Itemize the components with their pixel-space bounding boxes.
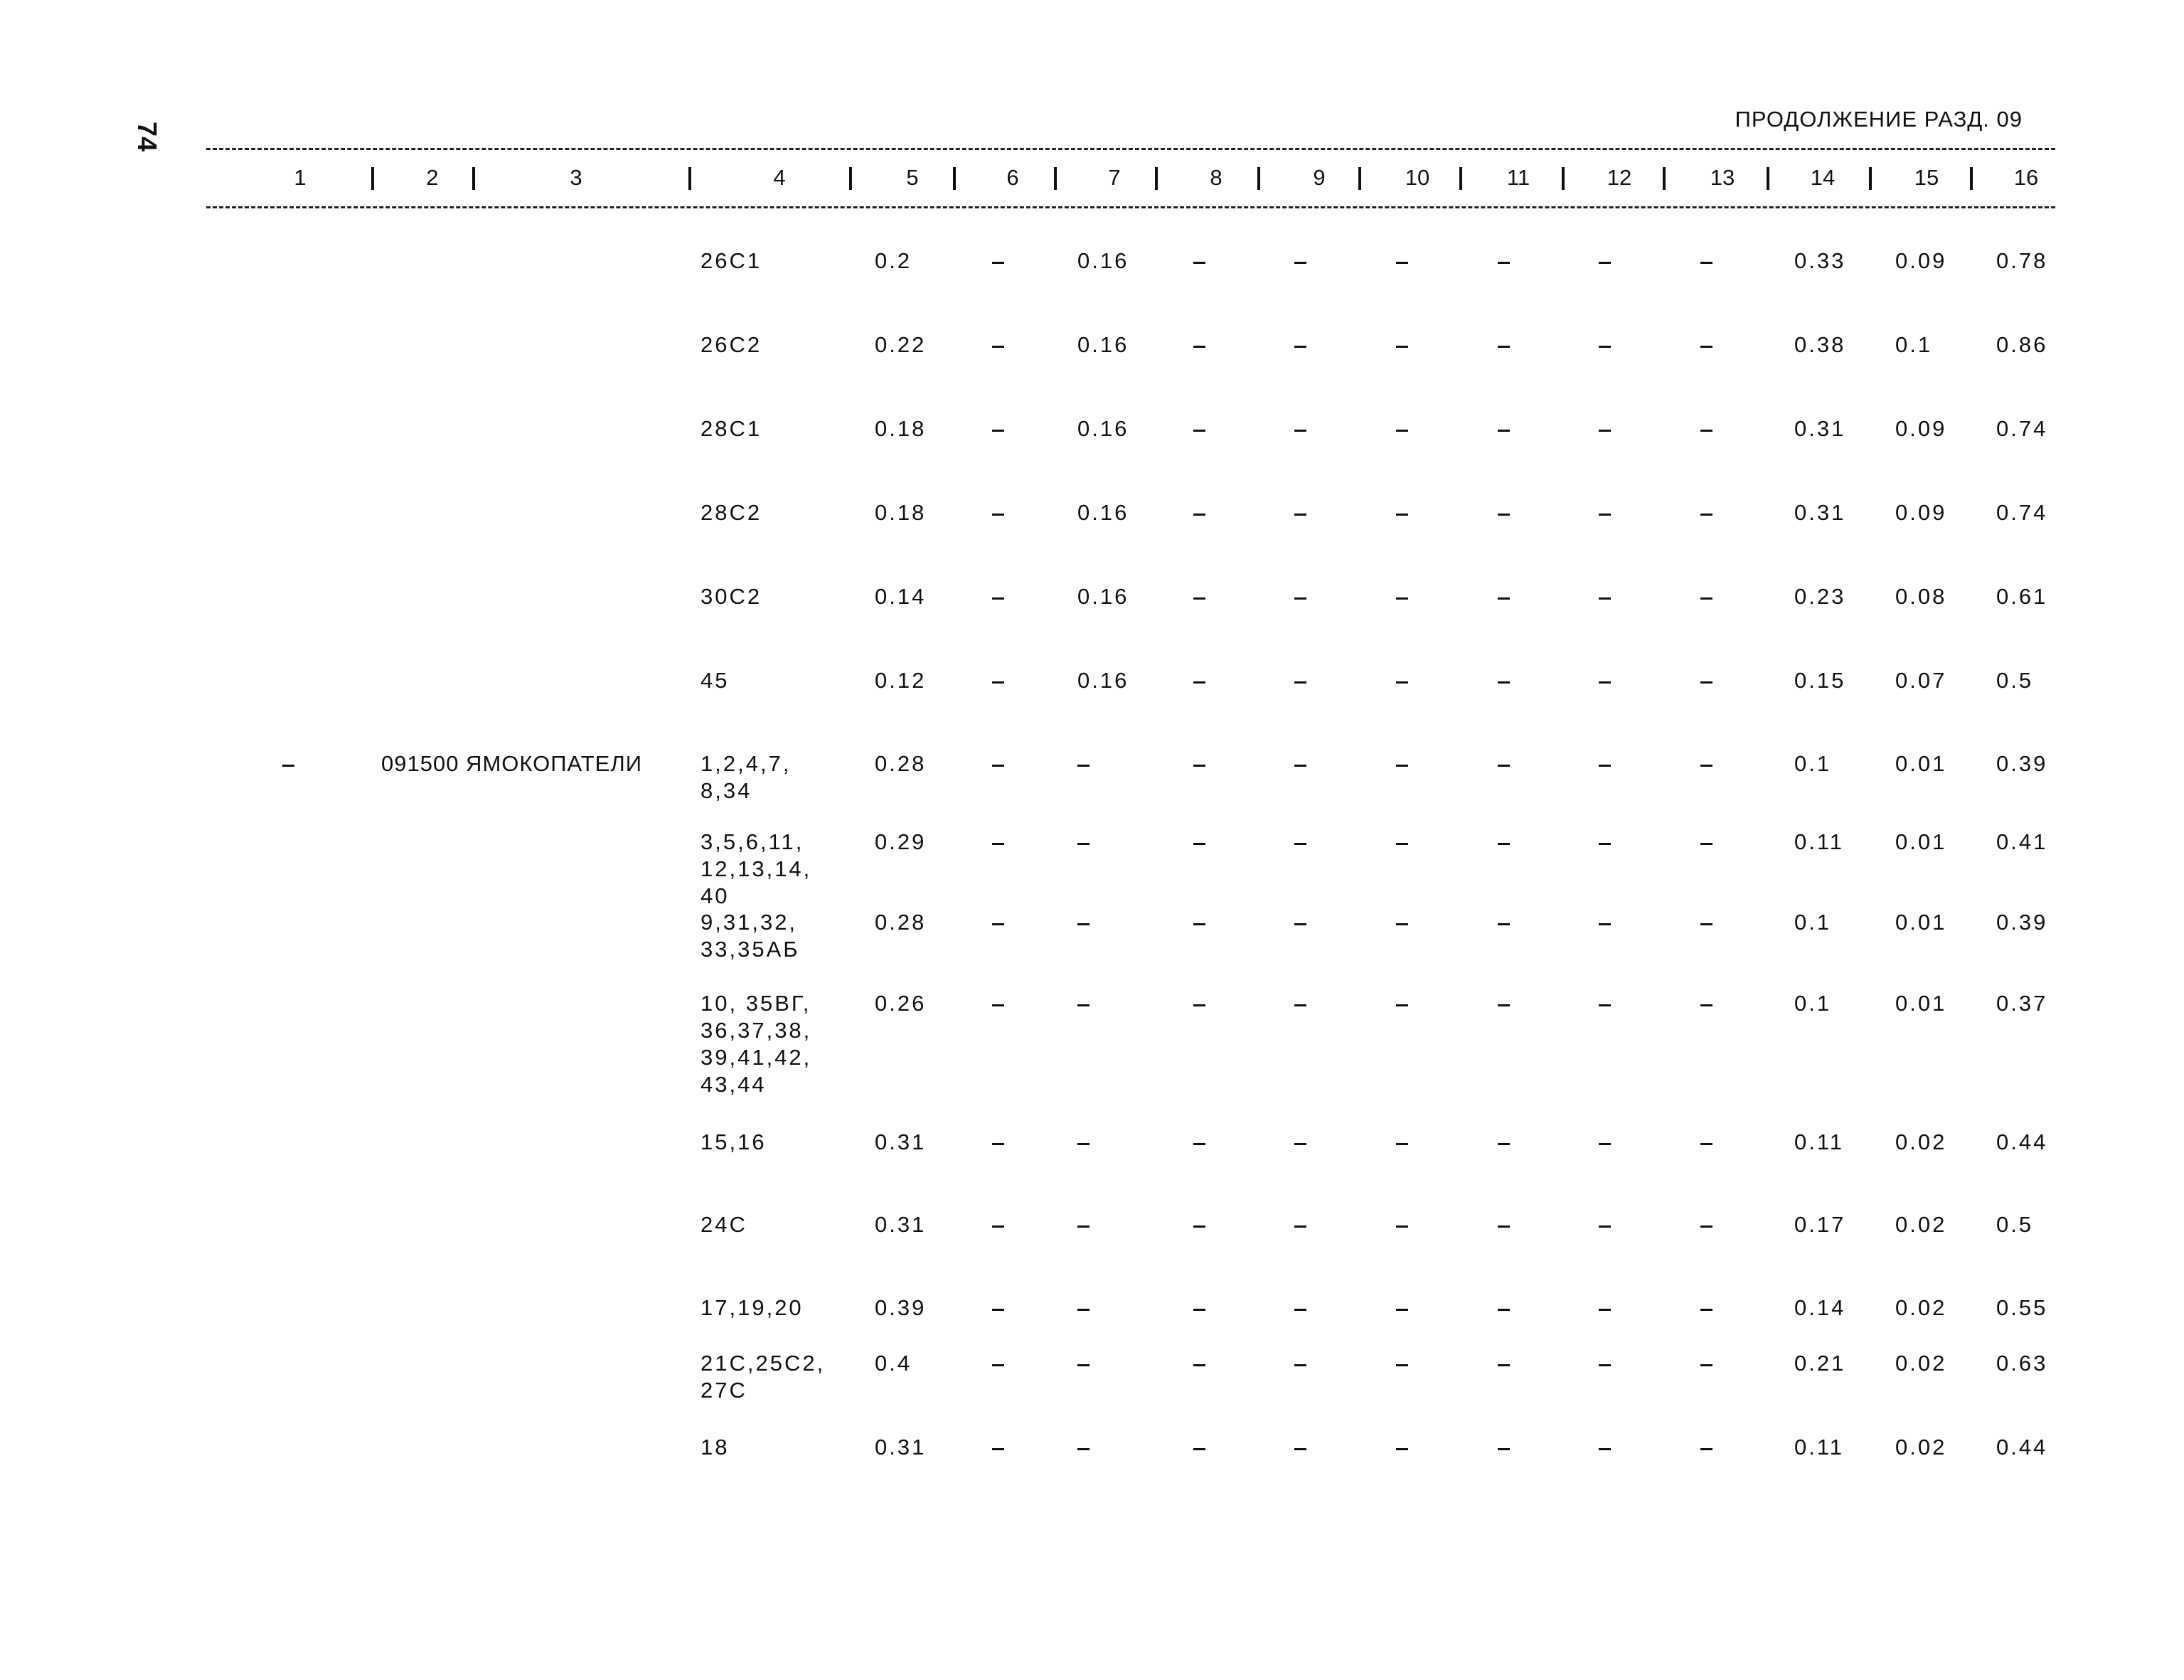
cell-c5: 0.14 [875,584,927,609]
column-separator [371,167,374,190]
cell-c5: 0.28 [875,751,927,776]
column-header-13: 13 [1710,165,1735,190]
cell-c4: 26С1 [701,248,762,273]
dash-c6 [992,430,1004,432]
cell-c15: 0.01 [1895,910,1947,935]
dash-c9 [1294,346,1306,348]
header-title: ПРОДОЛЖЕНИЕ РАЗД. 09 [1735,107,2023,132]
dash-c10 [1396,597,1408,600]
cell-c15: 0.08 [1895,584,1947,609]
dash-c12 [1599,1226,1611,1228]
dash-c6 [992,923,1004,925]
dash-c7 [1077,1448,1090,1450]
dash-c6 [992,681,1004,684]
cell-c4: 1,2,4,7, 8,34 [701,751,792,803]
dash-c11 [1498,923,1510,925]
cell-c4: 28С1 [701,416,762,441]
dash-c7 [1077,1004,1090,1006]
dash-c9 [1294,1143,1306,1145]
column-separator [953,167,956,190]
dash-c11 [1498,346,1510,348]
dash-c9 [1294,262,1306,264]
column-separator [472,167,475,190]
dash-c8 [1193,1226,1205,1228]
column-separator [1562,167,1565,190]
cell-c16: 0.74 [1996,500,2048,525]
dash-c11 [1498,681,1510,684]
cell-c16: 0.74 [1996,416,2048,441]
dash-c8 [1193,262,1205,264]
dash-c6 [992,514,1004,516]
dash-c11 [1498,262,1510,264]
dash-c12 [1599,1143,1611,1145]
column-header-15: 15 [1914,165,1939,190]
dash-c6 [992,597,1004,600]
cell-c15: 0.01 [1895,751,1947,776]
cell-c4: 26С2 [701,332,762,357]
dash-c11 [1498,514,1510,516]
column-header-5: 5 [906,165,919,190]
cell-c14: 0.11 [1794,1435,1845,1460]
dash-c6 [992,1143,1004,1145]
header-bottom-rule [206,206,2055,208]
dash-c8 [1193,597,1205,600]
column-separator [688,167,691,190]
cell-c7: 0.16 [1077,416,1129,441]
column-header-12: 12 [1607,165,1632,190]
cell-c14: 0.11 [1794,1129,1845,1154]
dash-c13 [1700,1226,1712,1228]
dash-c12 [1599,1004,1611,1006]
cell-c5: 0.22 [875,332,927,357]
group-col1-dash [282,765,294,767]
cell-c5: 0.31 [875,1212,927,1237]
dash-c13 [1700,430,1712,432]
cell-c4: 30С2 [701,584,762,609]
cell-c4: 45 [701,668,730,693]
cell-c16: 0.44 [1996,1129,2048,1154]
dash-c10 [1396,514,1408,516]
dash-c13 [1700,843,1712,845]
column-separator [1155,167,1158,190]
dash-c11 [1498,765,1510,767]
dash-c11 [1498,430,1510,432]
dash-c13 [1700,1004,1712,1006]
dash-c11 [1498,1004,1510,1006]
dash-c8 [1193,1004,1205,1006]
dash-c9 [1294,1004,1306,1006]
column-header-2: 2 [426,165,439,190]
dash-c7 [1077,1143,1090,1145]
cell-c16: 0.61 [1996,584,2048,609]
cell-c5: 0.31 [875,1435,927,1460]
column-header-8: 8 [1210,165,1222,190]
dash-c12 [1599,346,1611,348]
column-separator [1869,167,1872,190]
dash-c13 [1700,1309,1712,1311]
cell-c15: 0.02 [1895,1435,1947,1460]
dash-c10 [1396,1226,1408,1228]
dash-c13 [1700,514,1712,516]
column-header-6: 6 [1006,165,1019,190]
column-separator [1767,167,1769,190]
dash-c13 [1700,1448,1712,1450]
column-separator [1459,167,1462,190]
cell-c15: 0.01 [1895,829,1947,854]
cell-c4: 17,19,20 [701,1295,804,1320]
dash-c9 [1294,514,1306,516]
dash-c10 [1396,923,1408,925]
cell-c16: 0.86 [1996,332,2048,357]
dash-c6 [992,765,1004,767]
column-header-3: 3 [570,165,582,190]
column-header-7: 7 [1108,165,1121,190]
cell-c15: 0.01 [1895,991,1947,1016]
cell-c14: 0.38 [1794,332,1846,357]
dash-c12 [1599,1309,1611,1311]
cell-c7: 0.16 [1077,248,1129,273]
dash-c9 [1294,597,1306,600]
dash-c7 [1077,1226,1090,1228]
cell-c7: 0.16 [1077,668,1129,693]
cell-c7: 0.16 [1077,332,1129,357]
dash-c12 [1599,765,1611,767]
group-title: 091500 ЯМОКОПАТЕЛИ [381,751,642,776]
dash-c6 [992,1004,1004,1006]
cell-c14: 0.31 [1794,416,1846,441]
column-header-1: 1 [294,165,307,190]
dash-c13 [1700,1143,1712,1145]
cell-c14: 0.1 [1794,991,1832,1016]
cell-c5: 0.2 [875,248,912,273]
dash-c8 [1193,1143,1205,1145]
cell-c5: 0.31 [875,1129,927,1154]
dash-c12 [1599,923,1611,925]
dash-c12 [1599,843,1611,845]
cell-c15: 0.07 [1895,668,1947,693]
dash-c9 [1294,1226,1306,1228]
dash-c13 [1700,765,1712,767]
dash-c12 [1599,262,1611,264]
cell-c16: 0.39 [1996,910,2048,935]
dash-c7 [1077,923,1090,925]
dash-c7 [1077,1364,1090,1366]
column-header-10: 10 [1405,165,1430,190]
cell-c14: 0.1 [1794,910,1832,935]
cell-c15: 0.09 [1895,500,1947,525]
dash-c8 [1193,1364,1205,1366]
dash-c9 [1294,1364,1306,1366]
cell-c15: 0.02 [1895,1212,1947,1237]
cell-c14: 0.33 [1794,248,1846,273]
cell-c4: 18 [701,1435,730,1460]
dash-c12 [1599,597,1611,600]
cell-c16: 0.37 [1996,991,2048,1016]
cell-c16: 0.63 [1996,1351,2048,1376]
column-separator [849,167,852,190]
dash-c11 [1498,597,1510,600]
cell-c5: 0.28 [875,910,927,935]
dash-c10 [1396,346,1408,348]
page-number: 74 [132,121,161,152]
cell-c5: 0.26 [875,991,927,1016]
cell-c14: 0.21 [1794,1351,1846,1376]
column-header-9: 9 [1313,165,1326,190]
cell-c16: 0.5 [1996,668,2034,693]
cell-c4: 15,16 [701,1129,767,1154]
dash-c12 [1599,1364,1611,1366]
dash-c6 [992,1448,1004,1450]
cell-c7: 0.16 [1077,500,1129,525]
cell-c5: 0.4 [875,1351,912,1376]
dash-c9 [1294,1309,1306,1311]
cell-c4: 24С [701,1212,747,1237]
cell-c4: 21С,25С2, 27С [701,1351,826,1403]
dash-c8 [1193,346,1205,348]
dash-c11 [1498,1309,1510,1311]
dash-c9 [1294,430,1306,432]
column-separator [1257,167,1260,190]
cell-c16: 0.5 [1996,1212,2034,1237]
dash-c6 [992,1309,1004,1311]
dash-c10 [1396,1309,1408,1311]
dash-c10 [1396,765,1408,767]
cell-c15: 0.02 [1895,1351,1947,1376]
dash-c13 [1700,597,1712,600]
column-separator [1663,167,1666,190]
cell-c4: 3,5,6,11, 12,13,14, 40 [701,829,812,908]
dash-c10 [1396,1448,1408,1450]
cell-c4: 10, 35ВГ, 36,37,38, 39,41,42, 43,44 [701,991,812,1097]
dash-c10 [1396,430,1408,432]
column-separator [1358,167,1361,190]
dash-c9 [1294,765,1306,767]
cell-c14: 0.11 [1794,829,1845,854]
cell-c15: 0.02 [1895,1129,1947,1154]
dash-c10 [1396,1364,1408,1366]
cell-c14: 0.17 [1794,1212,1846,1237]
dash-c13 [1700,923,1712,925]
dash-c11 [1498,1448,1510,1450]
dash-c6 [992,1226,1004,1228]
cell-c4: 9,31,32, 33,35АБ [701,910,800,962]
dash-c13 [1700,346,1712,348]
dash-c13 [1700,262,1712,264]
dash-c8 [1193,1309,1205,1311]
dash-c12 [1599,1448,1611,1450]
dash-c6 [992,843,1004,845]
dash-c6 [992,262,1004,264]
column-header-4: 4 [773,165,786,190]
dash-c7 [1077,843,1090,845]
cell-c14: 0.31 [1794,500,1846,525]
cell-c14: 0.15 [1794,668,1846,693]
dash-c12 [1599,514,1611,516]
header-top-rule [206,148,2055,150]
dash-c10 [1396,1143,1408,1145]
cell-c16: 0.44 [1996,1435,2048,1460]
cell-c16: 0.41 [1996,829,2048,854]
dash-c9 [1294,681,1306,684]
dash-c7 [1077,765,1090,767]
dash-c7 [1077,1309,1090,1311]
cell-c5: 0.18 [875,416,927,441]
dash-c9 [1294,1448,1306,1450]
dash-c6 [992,346,1004,348]
cell-c5: 0.18 [875,500,927,525]
dash-c6 [992,1364,1004,1366]
dash-c11 [1498,1143,1510,1145]
column-separator [1970,167,1973,190]
cell-c15: 0.1 [1895,332,1933,357]
cell-c5: 0.29 [875,829,927,854]
dash-c8 [1193,843,1205,845]
cell-c15: 0.09 [1895,416,1947,441]
dash-c8 [1193,1448,1205,1450]
column-header-11: 11 [1506,165,1530,190]
cell-c5: 0.39 [875,1295,927,1320]
cell-c14: 0.23 [1794,584,1846,609]
dash-c8 [1193,923,1205,925]
dash-c10 [1396,681,1408,684]
dash-c13 [1700,1364,1712,1366]
dash-c12 [1599,430,1611,432]
dash-c8 [1193,430,1205,432]
dash-c9 [1294,843,1306,845]
cell-c16: 0.78 [1996,248,2048,273]
column-header-16: 16 [2013,165,2039,190]
cell-c14: 0.1 [1794,751,1832,776]
dash-c10 [1396,1004,1408,1006]
cell-c15: 0.09 [1895,248,1947,273]
cell-c7: 0.16 [1077,584,1129,609]
dash-c11 [1498,1226,1510,1228]
cell-c5: 0.12 [875,668,927,693]
dash-c11 [1498,843,1510,845]
cell-c14: 0.14 [1794,1295,1846,1320]
dash-c10 [1396,843,1408,845]
cell-c16: 0.39 [1996,751,2048,776]
dash-c8 [1193,681,1205,684]
cell-c4: 28С2 [701,500,762,525]
dash-c10 [1396,262,1408,264]
dash-c8 [1193,765,1205,767]
dash-c9 [1294,923,1306,925]
dash-c13 [1700,681,1712,684]
dash-c12 [1599,681,1611,684]
cell-c15: 0.02 [1895,1295,1947,1320]
dash-c11 [1498,1364,1510,1366]
column-header-14: 14 [1810,165,1836,190]
column-separator [1054,167,1057,190]
cell-c16: 0.55 [1996,1295,2048,1320]
dash-c8 [1193,514,1205,516]
